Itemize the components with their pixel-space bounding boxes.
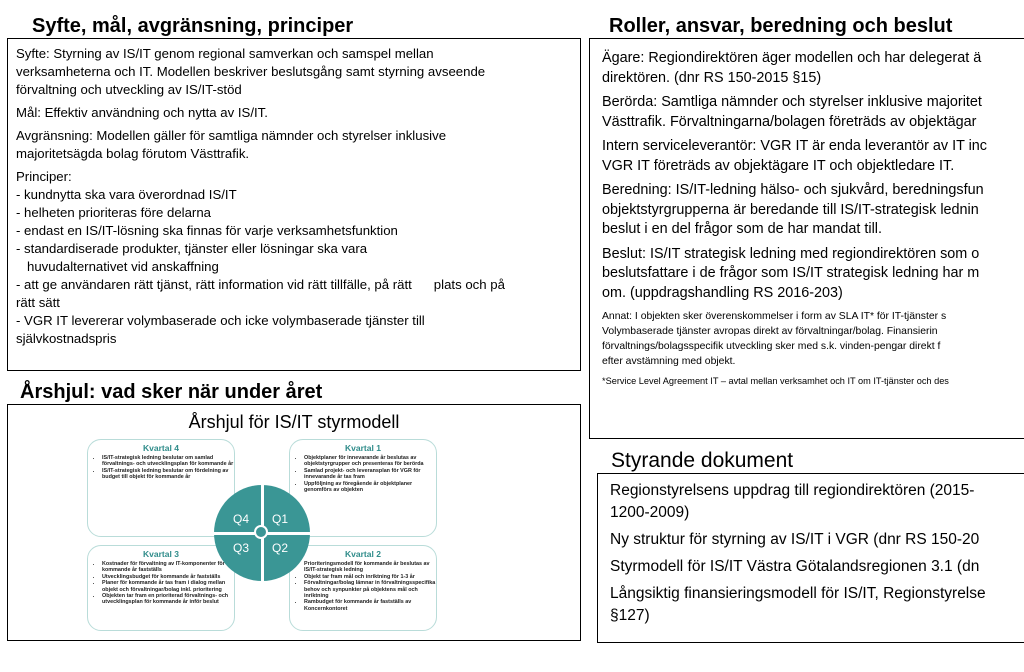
quarter-title: Kvartal 2	[345, 549, 381, 559]
berorda-line: Västtrafik. Förvaltningarna/bolagen företräds av objektägar	[602, 113, 977, 130]
principle-item: - standardiserade produkter, tjänster eller lösningar ska vara	[16, 241, 368, 256]
beslut-line: Beslut: IS/IT strategisk ledning med regiondirektören som o	[602, 245, 980, 262]
berorda-line: Berörda: Samtliga nämnder och styrelser inklusive majoritet	[602, 94, 982, 110]
quarter-card-q4	[87, 439, 235, 537]
quarter-title: Kvartal 4	[143, 443, 179, 453]
principle-item: - helheten prioriteras före delarna	[16, 205, 211, 220]
syfte-line: Syfte: Styrning av IS/IT genom regional samverkan och samspel mellan	[16, 46, 434, 61]
quarter-item: • Utvecklingsbudget för kommande år fastställs	[102, 574, 234, 580]
doc-line: Långsiktig finansieringsmodell för IS/IT, Regionstyrelse	[610, 585, 986, 602]
principle-item: - endast en IS/IT-lösning ska finnas för varje verksamhetsfunktion	[16, 223, 398, 238]
doc-line: 1200-2009)	[610, 504, 690, 521]
beslut-line: beslutsfattare i de frågor som IS/IT strategisk ledning har m	[602, 265, 980, 281]
annat-line: förvaltnings/bolagsspecifik utveckling sker med s.k. vinden-pengar direkt f	[602, 341, 941, 352]
principer-label: Principer:	[16, 169, 72, 184]
principle-item: huvudalternativet vid anskaffning	[16, 259, 219, 274]
quarter-item: • Planer för kommande år tas fram i dialog mellan objekt och förvaltningar/bolag inkl. prioritering	[102, 580, 234, 593]
quarter-item: • IS/IT-strategisk ledning beslutar om samlad förvaltnings- och utvecklingsplan för kommande år	[102, 455, 234, 468]
quarter-title: Kvartal 3	[143, 549, 179, 559]
wheel-label-q1: Q1	[272, 512, 289, 526]
section-title-arshjul: Årshjul: vad sker när under året	[20, 381, 323, 403]
wheel-label-q2: Q2	[272, 541, 289, 555]
beslut-line: om. (uppdragshandling RS 2016-203)	[602, 284, 843, 301]
annat-line: efter avstämning med objekt.	[602, 356, 736, 367]
leverantor-line: Intern serviceleverantör: VGR IT är enda leverantör av IT inc	[602, 138, 987, 154]
principle-item: - kundnytta ska vara överordnad IS/IT	[16, 187, 237, 202]
quarter-item: • Förvaltningar/bolag lämnar in förvaltningsspecifika behov och synpunkter på objektens mål och inriktning	[304, 580, 436, 599]
principle-item: rätt sätt	[16, 295, 60, 310]
doc-line: Regionstyrelsens uppdrag till regiondirektören (2015-	[610, 482, 975, 499]
doc-line: Ny struktur för styrning av IS/IT i VGR (dnr RS 150-20	[610, 531, 980, 548]
sla-footnote: *Service Level Agreement IT – avtal mellan verksamhet och IT om IT-tjänster och des	[602, 376, 949, 386]
syfte-line: verksamheterna och IT. Modellen beskriver beslutsgång samt styrning avseende	[16, 64, 486, 79]
quarter-title: Kvartal 1	[345, 443, 381, 453]
wheel-label-q3: Q3	[233, 541, 250, 555]
avgransning-line: majoritetsägda bolag förutom Västtrafik.	[16, 146, 250, 161]
principle-item: självkostnadspris	[16, 331, 117, 346]
quarter-item: • Objekten tar fram en prioriterad förvaltnings- och utvecklingsplan för kommande år inför beslut	[102, 593, 234, 606]
principle-item: - att ge användaren rätt tjänst, rätt information vid rätt tillfälle, på rätt plats och på	[16, 277, 505, 292]
quarter-item: • Rambudget för kommande år fastställs av Koncernkontoret	[304, 599, 436, 612]
quarter-item: • Objektplaner för innevarande år beslutas av objektstyrgrupper och presenteras för berörda	[304, 455, 436, 468]
syfte-line: förvaltning och utveckling av IS/IT-stöd	[16, 82, 242, 97]
doc-line: §127)	[610, 607, 650, 624]
quarter-item: • Kostnader för förvaltning av IT-komponenter för kommande år fastställs	[102, 561, 234, 574]
section-title-roller: Roller, ansvar, beredning och beslut	[609, 15, 953, 37]
quarter-card-q2	[289, 545, 437, 631]
agare-line: Ägare: Regiondirektören äger modellen och har delegerat ä	[602, 50, 982, 66]
doc-line: Styrmodell för IS/IT Västra Götalandsregionen 3.1 (dn	[610, 558, 980, 575]
agare-line: direktören. (dnr RS 150-2015 §15)	[602, 69, 822, 86]
beredning-line: Beredning: IS/IT-ledning hälso- och sjukvård, beredningsfun	[602, 182, 984, 198]
quarter-item: • Prioriteringsmodell för kommande år beslutas av IS/IT-strategisk ledning	[304, 561, 436, 574]
section-title-styrande: Styrande dokument	[611, 449, 794, 472]
beredning-line: beslut i en del frågor som de har mandat till.	[602, 221, 882, 237]
year-wheel-circle	[214, 485, 310, 581]
roller-box	[589, 38, 1024, 439]
annat-line: Volymbaserade tjänster avropas direkt av förvaltningar/bolag. Finansierin	[602, 326, 938, 337]
syfte-box	[7, 38, 581, 371]
quarter-card-q1	[289, 439, 437, 537]
wheel-title: Årshjul för IS/IT styrmodell	[188, 412, 400, 432]
quarter-item: • Uppföljning av föregående år objektplaner genomförs av objekten	[304, 481, 436, 494]
annat-line: Annat: I objekten sker överenskommelser i form av SLA IT* för IT-tjänster s	[602, 311, 947, 322]
leverantor-line: VGR IT företräds av objektägare IT och objektledare IT.	[602, 157, 955, 174]
quarter-card-q3	[87, 545, 235, 631]
section-title-syfte: Syfte, mål, avgränsning, principer	[32, 15, 354, 37]
quarter-item: • Objekt tar fram mål och inriktning för 1-3 år	[304, 574, 436, 580]
beredning-line: objektstyrgrupperna är beredande till IS/IT-strategisk lednin	[602, 201, 979, 218]
mal-line: Mål: Effektiv användning och nytta av IS/IT.	[16, 105, 268, 120]
principle-item: - VGR IT levererar volymbaserade och icke volymbaserade tjänster till	[16, 313, 425, 328]
wheel-center-icon	[254, 525, 268, 539]
quarter-item: • Samlad projekt- och leveransplan för VGR för innevarande år tas fram	[304, 468, 436, 481]
wheel-label-q4: Q4	[233, 512, 250, 526]
styrande-box	[597, 473, 1024, 643]
quarter-item: • IS/IT-strategisk ledning beslutar om fördelning av budget till objekt för kommande år	[102, 468, 234, 481]
avgransning-line: Avgränsning: Modellen gäller för samtliga nämnder och styrelser inklusive	[16, 128, 447, 143]
